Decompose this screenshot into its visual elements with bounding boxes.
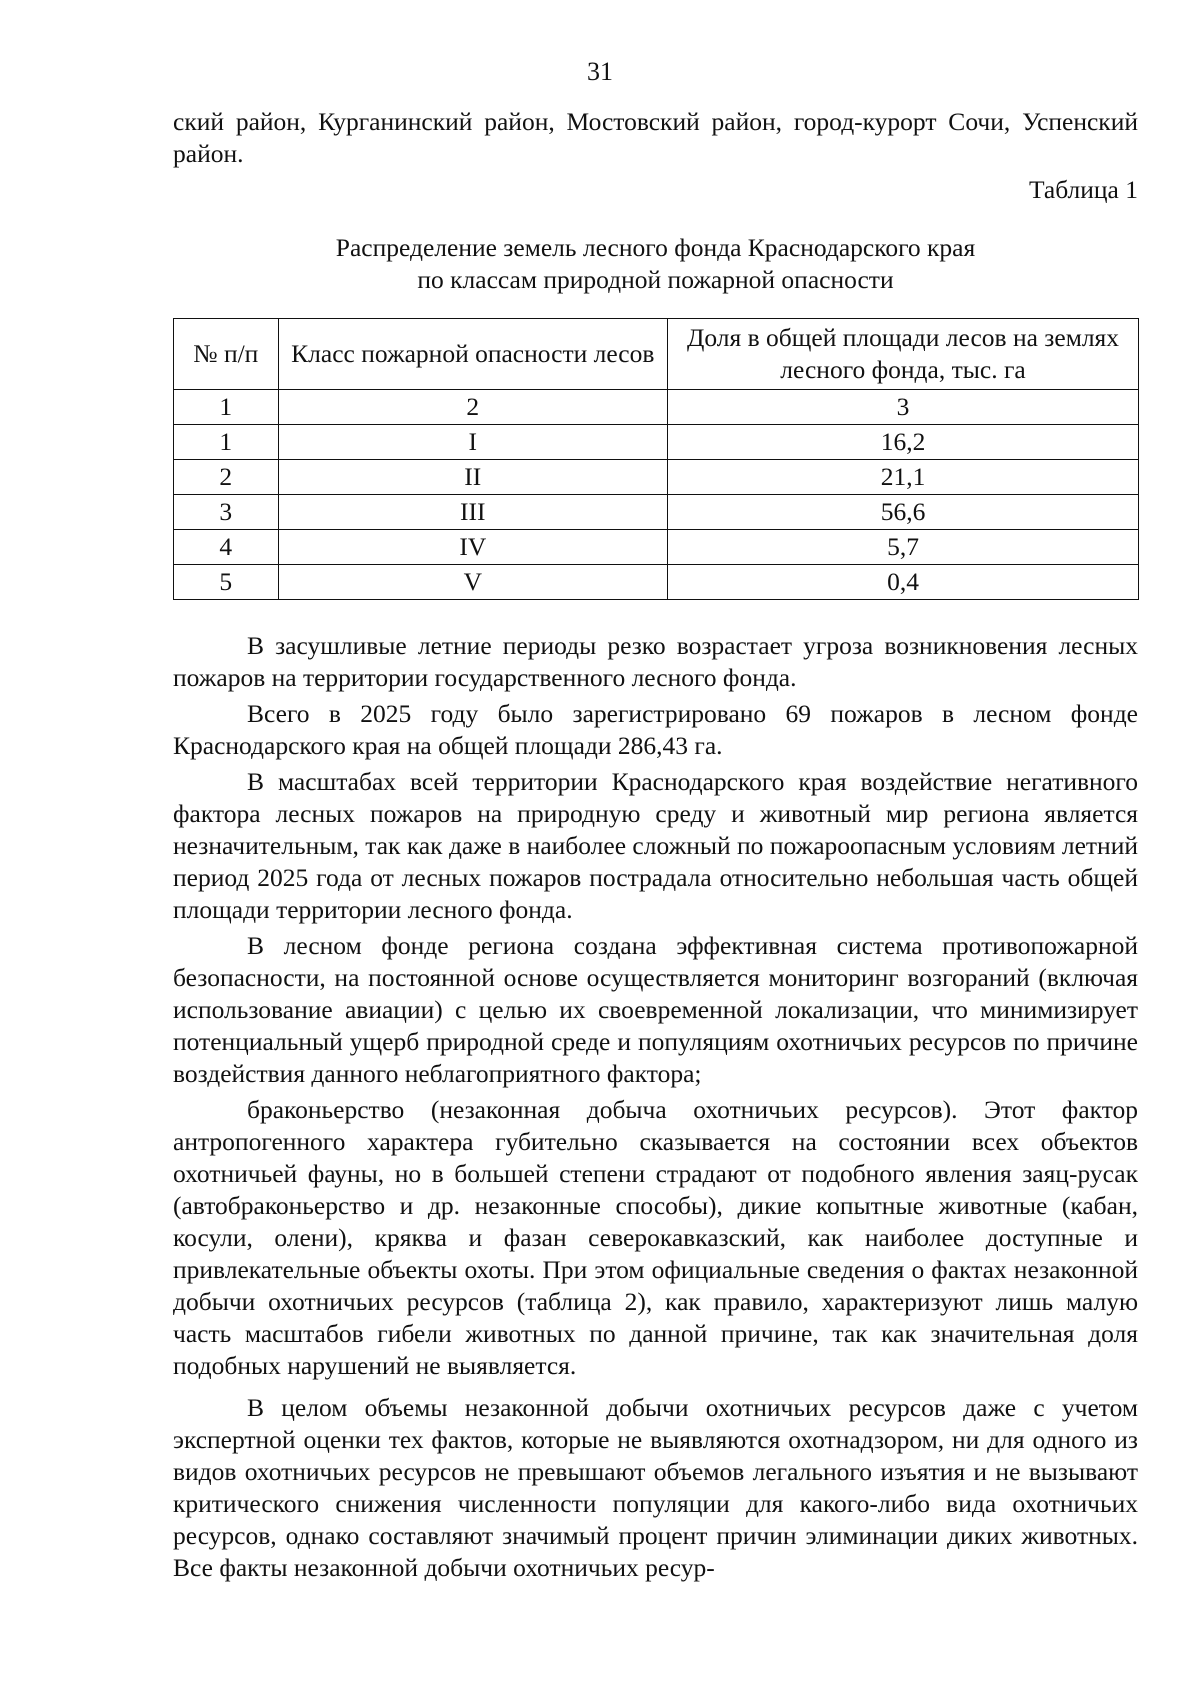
paragraph-poaching: браконьерство (незаконная добыча охотничьих ресурсов). Этот фактор антропогенного характера губительно сказывается на состоянии всех объектов охотничьей фауны, но в большей степени страдают от подобного явления заяц-русак (автобраконьерство и др. незаконные способы), дикие копытные животные (кабан, косули, олени), кряква и фазан северокавказский, как наиболее доступные и привлекательные объекты охоты. При этом официальные сведения о фактах незаконной добычи охотничьих ресурсов (таблица 2), как правило, характеризуют лишь малую часть масштабов гибели животных по данной причине, так как значительная доля подобных нарушений не выявляется. (173, 1095, 1138, 1380)
table-row (174, 530, 1139, 565)
share-cell: 5,7 (668, 530, 1139, 565)
table-row (174, 425, 1139, 460)
class-cell: II (278, 460, 667, 495)
paragraph-impact-scale: В масштабах всей территории Краснодарского края воздействие негативного фактора лесных пожаров на природную среду и животный мир региона является незначительным, так как даже в наиболее сложный по пожароопасным условиям летний период 2025 года от лесных пожаров пострадала относительно небольшая часть общей площади территории лесного фонда. (173, 767, 1138, 924)
paragraph-fires-2025: Всего в 2025 году было зарегистрировано 69 пожаров в лесном фонде Краснодарского края на общей площади 286,43 га. (173, 699, 1138, 760)
column-number-cell: 2 (278, 390, 667, 425)
paragraph-drought: В засушливые летние периоды резко возрастает угроза возникновения лесных пожаров на территории государственного лесного фонда. (173, 631, 1138, 692)
header-cell-number: № п/п (174, 319, 279, 390)
table-row (174, 495, 1139, 530)
column-number-cell: 3 (668, 390, 1139, 425)
class-cell: I (278, 425, 667, 460)
row-number-cell: 4 (174, 530, 279, 565)
table-header-row (174, 319, 1139, 390)
body-text (173, 630, 1138, 1584)
row-number-cell: 1 (174, 425, 279, 460)
continuation-paragraph: ский район, Курганинский район, Мостовский район, город-курорт Сочи, Успенский район. (173, 107, 1138, 168)
table-title (173, 232, 1138, 296)
row-number-cell: 5 (174, 565, 279, 600)
share-cell: 56,6 (668, 495, 1139, 530)
table-row (174, 460, 1139, 495)
share-cell: 16,2 (668, 425, 1139, 460)
header-cell-share: Доля в общей площади лесов на землях лесного фонда, тыс. га (668, 319, 1139, 390)
column-number-row (174, 390, 1139, 425)
page-number: 31 (587, 57, 613, 86)
share-cell: 0,4 (668, 565, 1139, 600)
fire-danger-table (173, 318, 1139, 600)
row-number-cell: 2 (174, 460, 279, 495)
class-cell: V (278, 565, 667, 600)
class-cell: III (278, 495, 667, 530)
column-number-cell: 1 (174, 390, 279, 425)
class-cell: IV (278, 530, 667, 565)
paragraph-illegal-harvest-volume: В целом объемы незаконной добычи охотничьих ресурсов даже с учетом экспертной оценки тех фактов, которые не выявляются охотнадзором, ни для одного из видов охотничьих ресурсов не превышают объемов легального изъятия и не вызывают критического снижения численности популяции для какого-либо вида охотничьих ресурсов, однако составляют значимый процент причин элиминации диких животных. Все факты незаконной добычи охотничьих ресур- (173, 1393, 1138, 1582)
paragraph-fire-safety-system: В лесном фонде региона создана эффективная система противопожарной безопасности, на постоянной основе осуществляется мониторинг возгораний (включая использование авиации) с целью их своевременной локализации, что минимизирует потенциальный ущерб природной среде и популяциям охотничьих ресурсов по причине воздействия данного неблагоприятного фактора; (173, 931, 1138, 1088)
row-number-cell: 3 (174, 495, 279, 530)
table-title-line-2: по классам природной пожарной опасности (417, 265, 894, 294)
share-cell: 21,1 (668, 460, 1139, 495)
table-title-line-1: Распределение земель лесного фонда Краснодарского края (335, 233, 976, 262)
table-row (174, 565, 1139, 600)
table-label: Таблица 1 (1028, 175, 1138, 204)
header-cell-class: Класс пожарной опасности лесов (278, 319, 667, 390)
